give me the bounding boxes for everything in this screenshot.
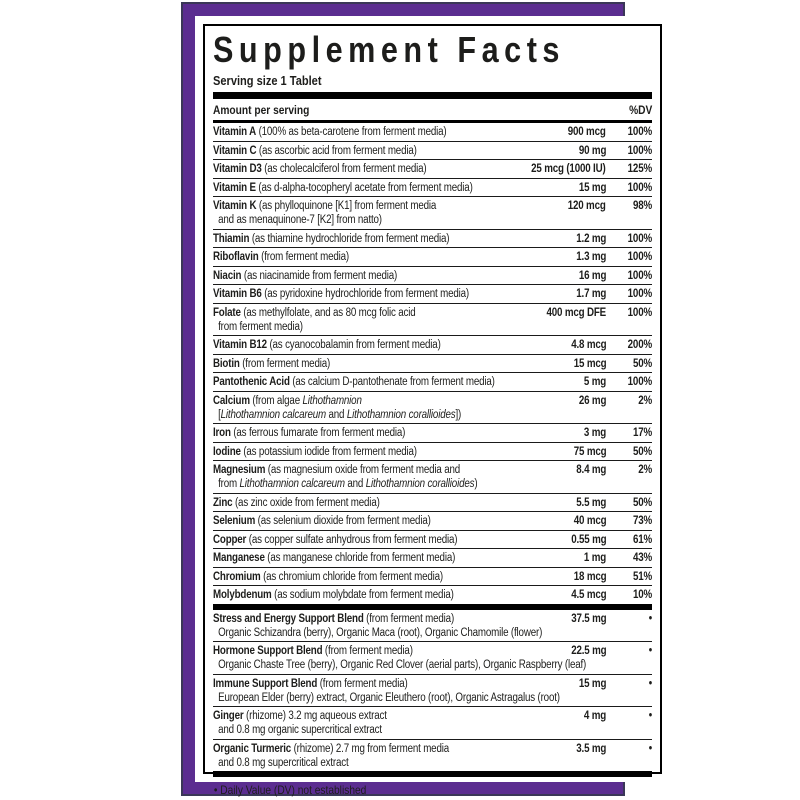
daily-value-footnote: • Daily Value (DV) not established (213, 783, 367, 797)
row-text (213, 570, 514, 584)
row-continuation-line: and 0.8 mg supercritical extract (218, 756, 349, 769)
botanical-row (213, 706, 652, 739)
ingredient-name: Stress and Energy Support Blend (213, 612, 364, 625)
ingredient-source-description: (from ferment media) (319, 677, 408, 690)
row-continuation-line: and 0.8 mg organic supercritical extract (218, 724, 382, 736)
ingredient-name: Iron (213, 427, 231, 439)
serving-size: Serving size 1 Tablet (213, 73, 322, 88)
ingredient-daily-value: 51% (632, 570, 652, 583)
ingredient-source-description: (as thiamine hydrochloride from ferment media) (251, 232, 450, 245)
ingredient-daily-value: • (648, 742, 652, 755)
amount-per-serving-header: Amount per serving (213, 103, 310, 117)
row-continuation-line: European Elder (berry) extract, Organic Eleuthero (root), Organic Astragalus (root) (218, 691, 560, 704)
nutrient-row (213, 530, 652, 549)
ingredient-daily-value: 10% (632, 589, 652, 601)
botanicals-section (213, 610, 652, 772)
ingredient-source-description: (as copper sulfate anhydrous from ferment media) (248, 533, 458, 546)
ingredient-name: Immune Support Blend (213, 677, 318, 690)
ingredient-daily-value: 100% (627, 376, 652, 388)
ingredient-amount: 37.5 mg (570, 612, 606, 625)
ingredient-amount: 90 mg (578, 144, 606, 157)
ingredient-daily-value: • (648, 710, 652, 722)
row-main-line (213, 496, 652, 510)
ingredient-amount: 120 mcg (568, 200, 606, 212)
row-text (213, 742, 517, 756)
ingredient-daily-value: 50% (632, 496, 652, 509)
ingredient-source-description: (as pyridoxine hydrochloride from ferment media) (264, 288, 470, 300)
ingredient-amount: 25 mcg (1000 IU) (531, 163, 606, 175)
botanical-row (213, 641, 652, 674)
ingredient-daily-value: 200% (627, 339, 652, 351)
ingredient-amount: 4.5 mcg (570, 589, 606, 601)
row-text (213, 338, 512, 352)
ingredient-daily-value: 17% (632, 427, 652, 439)
ingredient-source-description: (as chromium chloride from ferment media) (263, 570, 443, 583)
ingredient-source-description: (from ferment media) (366, 612, 455, 625)
ingredient-name: Vitamin D3 (213, 163, 262, 175)
ingredient-name: Folate (213, 306, 241, 319)
row-main-line (213, 742, 652, 756)
ingredient-amount: 400 mcg DFE (546, 306, 606, 319)
row-text (213, 588, 512, 602)
divider-bar-top (213, 92, 652, 99)
ingredient-daily-value: 2% (638, 394, 652, 407)
row-text (213, 677, 520, 691)
ingredient-daily-value: 98% (632, 200, 652, 212)
nutrient-row (213, 585, 652, 604)
ingredient-source-description: (as methylfolate, and as 80 mcg folic acid (243, 306, 416, 319)
ingredient-source-description: (as calcium D-pantothenate from ferment media) (292, 376, 495, 388)
row-main-line (213, 463, 652, 477)
nutrient-row (213, 303, 652, 336)
ingredient-source-description: (as manganese chloride from ferment media) (267, 552, 456, 564)
row-text (213, 463, 517, 477)
row-main-line (213, 394, 652, 408)
ingredient-daily-value: 2% (638, 464, 652, 476)
ingredient-name: Vitamin E (213, 181, 256, 194)
row-main-line (213, 445, 652, 459)
ingredient-source-description: (as ferrous fumarate from ferment media) (233, 427, 406, 439)
ingredient-amount: 900 mcg (568, 126, 606, 138)
ingredient-daily-value: • (648, 612, 652, 625)
ingredient-amount: 5.5 mg (576, 496, 606, 509)
nutrient-row (213, 372, 652, 391)
row-main-line (213, 338, 652, 352)
ingredient-source-description: (as ascorbic acid from ferment media) (258, 144, 417, 157)
row-main-line (213, 199, 652, 213)
ingredient-name: Iodine (213, 445, 241, 458)
ingredient-amount: 1.3 mg (576, 251, 606, 263)
ingredient-daily-value: • (648, 677, 652, 690)
ingredient-amount: 40 mcg (573, 515, 606, 527)
column-header-row (213, 99, 652, 120)
row-main-line (213, 375, 652, 389)
row-text (213, 357, 514, 371)
ingredient-amount: 5 mg (583, 376, 606, 388)
ingredient-source-description: (as sodium molybdate from ferment media) (274, 589, 454, 601)
row-continuation-line: Organic Chaste Tree (berry), Organic Red Clover (aerial parts), Organic Raspberry (leaf) (218, 659, 587, 671)
botanical-row (213, 739, 652, 772)
row-main-line (213, 144, 652, 158)
ingredient-amount: 4 mg (583, 710, 606, 722)
row-main-line (213, 269, 652, 283)
ingredient-source-description: (100% as beta-carotene from ferment media) (258, 126, 447, 138)
nutrient-row (213, 548, 652, 567)
ingredient-daily-value: 73% (632, 515, 652, 527)
row-text (213, 709, 525, 723)
ingredient-name: Copper (213, 533, 247, 546)
row-text (213, 181, 520, 195)
ingredient-source-description: (rhizome) 3.2 mg aqueous extract (246, 710, 387, 722)
row-main-line (213, 709, 652, 723)
ingredient-name: Hormone Support Blend (213, 645, 323, 657)
row-main-line (213, 551, 652, 565)
nutrient-row (213, 460, 652, 493)
nutrient-row (213, 335, 652, 354)
ingredient-amount: 15 mg (578, 677, 606, 690)
ingredient-source-description: (as cholecalciferol from ferment media) (264, 163, 427, 175)
ingredient-name: Selenium (213, 515, 256, 527)
ingredient-name: Thiamin (213, 232, 250, 245)
ingredient-source-description: (as cyanocobalamin from ferment media) (269, 339, 441, 351)
ingredient-amount: 8.4 mg (576, 464, 606, 476)
row-text (213, 551, 525, 565)
ingredient-amount: 22.5 mg (570, 645, 606, 657)
nutrient-row (213, 196, 652, 229)
ingredient-daily-value: 100% (627, 181, 652, 194)
row-main-line (213, 426, 652, 440)
ingredient-name: Riboflavin (213, 251, 259, 263)
row-text (213, 306, 488, 320)
nutrient-row (213, 391, 652, 424)
row-main-line (213, 250, 652, 264)
ingredient-source-description: (as selenium dioxide from ferment media) (257, 515, 431, 527)
nutrient-row (213, 123, 652, 141)
ingredient-daily-value: 125% (627, 163, 652, 175)
ingredient-source-description: (from ferment media) (261, 251, 349, 263)
ingredient-daily-value: 43% (632, 552, 652, 564)
ingredient-source-description: (from ferment media) (324, 645, 413, 657)
ingredient-daily-value: 50% (632, 445, 652, 458)
ingredient-daily-value: 100% (627, 251, 652, 263)
ingredient-amount: 26 mg (578, 394, 606, 407)
ingredient-name: Organic Turmeric (213, 742, 292, 755)
ingredient-name: Vitamin A (213, 126, 257, 138)
panel-title: Supplement Facts (213, 29, 565, 70)
row-main-line (213, 162, 652, 176)
row-main-line (213, 514, 652, 528)
row-main-line (213, 125, 652, 139)
nutrient-row (213, 159, 652, 178)
ingredient-name: Zinc (213, 496, 233, 509)
ingredient-amount: 1.2 mg (576, 232, 606, 245)
row-main-line (213, 287, 652, 301)
nutrient-row (213, 229, 652, 248)
row-text (213, 426, 525, 440)
botanical-row (213, 610, 652, 642)
nutrient-row (213, 284, 652, 303)
ingredient-source-description: (from ferment media) (242, 357, 331, 370)
row-continuation-line: from Lithothamnion calcareum and Lithothamnion corallioides) (218, 478, 478, 490)
row-text (213, 612, 512, 626)
row-text (213, 144, 520, 158)
ingredient-name: Ginger (213, 710, 244, 722)
row-text (213, 199, 509, 213)
ingredient-source-description: (from algae Lithothamnion (252, 394, 362, 407)
ingredient-name: Vitamin C (213, 144, 257, 157)
ingredient-daily-value: 100% (627, 144, 652, 157)
ingredient-source-description: (as d-alpha-tocopheryl acetate from ferment media) (258, 181, 473, 194)
row-text (213, 125, 509, 139)
row-main-line (213, 570, 652, 584)
row-text (213, 394, 520, 408)
ingredient-name: Vitamin B6 (213, 288, 262, 300)
nutrient-row (213, 493, 652, 512)
ingredient-source-description: (rhizome) 2.7 mg from ferment media (293, 742, 449, 755)
row-main-line (213, 612, 652, 626)
row-main-line (213, 357, 652, 371)
ingredient-name: Molybdenum (213, 589, 272, 601)
ingredient-amount: 3 mg (583, 427, 606, 439)
row-main-line (213, 306, 652, 320)
row-text (213, 162, 473, 176)
ingredient-amount: 75 mcg (573, 445, 606, 458)
ingredient-name: Biotin (213, 357, 240, 370)
nutrient-row (213, 354, 652, 373)
ingredient-amount: 1.7 mg (576, 288, 606, 300)
row-text (213, 269, 520, 283)
row-text (213, 533, 512, 547)
supplement-facts-label (181, 2, 652, 797)
row-text (213, 232, 517, 246)
ingredient-daily-value: 100% (627, 126, 652, 138)
row-main-line (213, 232, 652, 246)
row-continuation-line: from ferment media) (218, 320, 303, 333)
ingredient-name: Vitamin B12 (213, 339, 267, 351)
row-continuation-line: [Lithothamnion calcareum and Lithothamnion corallioides]) (218, 408, 462, 421)
nutrients-section (213, 123, 652, 604)
row-text (213, 514, 514, 528)
ingredient-source-description: (as zinc oxide from ferment media) (234, 496, 380, 509)
botanical-row (213, 674, 652, 707)
row-text (213, 644, 512, 658)
row-text (213, 287, 517, 301)
ingredient-amount: 3.5 mg (576, 742, 606, 755)
ingredient-daily-value: • (648, 645, 652, 657)
ingredient-amount: 0.55 mg (570, 533, 606, 546)
row-continuation-line: and as menaquinone-7 [K2] from natto) (218, 214, 382, 226)
ingredient-name: Niacin (213, 269, 242, 282)
row-text (213, 445, 514, 459)
ingredient-daily-value: 100% (627, 232, 652, 245)
ingredient-amount: 4.8 mcg (570, 339, 606, 351)
row-text (213, 375, 525, 389)
row-text (213, 250, 517, 264)
ingredient-name: Chromium (213, 570, 261, 583)
ingredient-source-description: (as niacinamide from ferment media) (243, 269, 398, 282)
ingredient-name: Calcium (213, 394, 250, 407)
ingredient-name: Magnesium (213, 464, 266, 476)
ingredient-name: Manganese (213, 552, 265, 564)
ingredient-daily-value: 50% (632, 357, 652, 370)
ingredient-daily-value: 100% (627, 269, 652, 282)
ingredient-daily-value: 100% (627, 306, 652, 319)
dv-header: %DV (628, 103, 652, 117)
ingredient-amount: 15 mg (578, 181, 606, 194)
ingredient-daily-value: 61% (632, 533, 652, 546)
ingredient-source-description: (as magnesium oxide from ferment media and (267, 464, 461, 476)
ingredient-amount: 18 mcg (573, 570, 606, 583)
row-main-line (213, 588, 652, 602)
nutrient-row (213, 423, 652, 442)
row-continuation-line: Organic Schizandra (berry), Organic Maca (root), Organic Chamomile (flower) (218, 626, 543, 639)
ingredient-amount: 15 mcg (573, 357, 606, 370)
nutrient-row (213, 266, 652, 285)
ingredient-source-description: (as phylloquinone [K1] from ferment media (258, 200, 437, 212)
row-main-line (213, 677, 652, 691)
ingredient-daily-value: 100% (627, 288, 652, 300)
nutrient-row (213, 141, 652, 160)
nutrient-row (213, 567, 652, 586)
ingredient-amount: 1 mg (583, 552, 606, 564)
nutrient-row (213, 247, 652, 266)
nutrient-row (213, 442, 652, 461)
ingredient-name: Vitamin K (213, 200, 257, 212)
facts-panel (203, 24, 662, 797)
label-inner-margin (195, 16, 670, 797)
row-main-line (213, 181, 652, 195)
row-main-line (213, 644, 652, 658)
ingredient-source-description: (as potassium iodide from ferment media) (243, 445, 417, 458)
ingredient-name: Pantothenic Acid (213, 376, 290, 388)
row-main-line (213, 533, 652, 547)
nutrient-row (213, 178, 652, 197)
row-text (213, 496, 517, 510)
nutrient-row (213, 511, 652, 530)
ingredient-amount: 16 mg (578, 269, 606, 282)
